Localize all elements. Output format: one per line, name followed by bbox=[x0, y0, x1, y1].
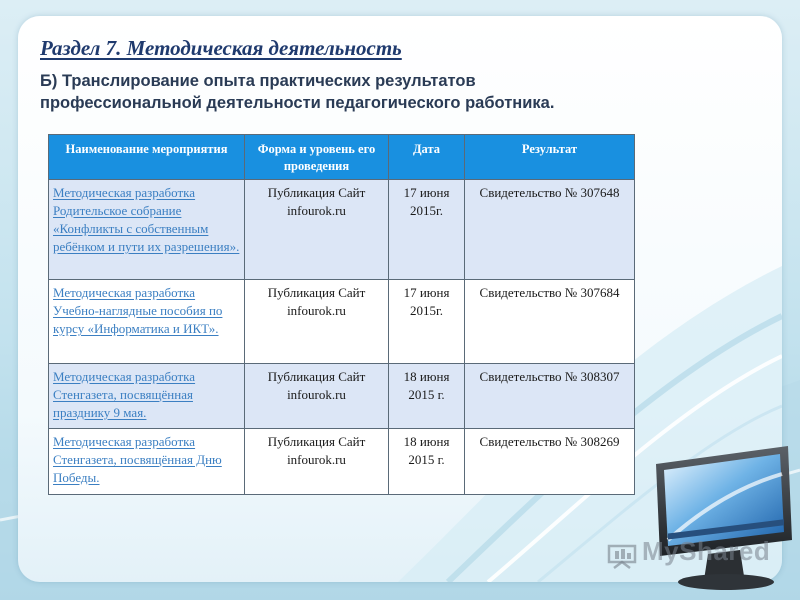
event-link[interactable]: Методическая разработка Стенгазета, посвящённая Дню Победы. bbox=[49, 429, 245, 495]
form-cell: Публикация Сайт infourok.ru bbox=[245, 429, 389, 495]
event-link[interactable]: Методическая разработка Стенгазета, посвящённая празднику 9 мая. bbox=[49, 364, 245, 429]
column-header-date: Дата bbox=[389, 135, 465, 180]
page-title: Раздел 7. Методическая деятельность bbox=[40, 36, 402, 60]
form-cell: Публикация Сайт infourok.ru bbox=[245, 364, 389, 429]
monitor-icon bbox=[648, 444, 794, 594]
activities-table bbox=[48, 134, 635, 495]
date-cell: 18 июня 2015 г. bbox=[389, 364, 465, 429]
table-row bbox=[49, 180, 635, 280]
page-subtitle: Б) Транслирование опыта практических результатов профессиональной деятельности педагогического работника. bbox=[40, 72, 555, 112]
table-row bbox=[49, 429, 635, 495]
table-row bbox=[49, 280, 635, 364]
result-cell: Свидетельство № 307684 bbox=[465, 280, 635, 364]
event-link[interactable]: Методическая разработка Учебно-наглядные пособия по курсу «Информатика и ИКТ». bbox=[49, 280, 245, 364]
form-cell: Публикация Сайт infourok.ru bbox=[245, 280, 389, 364]
result-cell: Свидетельство № 308307 bbox=[465, 364, 635, 429]
date-cell: 17 июня 2015г. bbox=[389, 280, 465, 364]
table-row bbox=[49, 364, 635, 429]
date-cell: 18 июня 2015 г. bbox=[389, 429, 465, 495]
table-header-row bbox=[49, 135, 635, 180]
watermark-icon bbox=[606, 540, 638, 570]
date-cell: 17 июня 2015г. bbox=[389, 180, 465, 280]
column-header-event: Наименование мероприятия bbox=[49, 135, 245, 180]
column-header-result: Результат bbox=[465, 135, 635, 180]
form-cell: Публикация Сайт infourok.ru bbox=[245, 180, 389, 280]
event-link[interactable]: Методическая разработка Родительское собрание «Конфликты с собственным ребёнком и пути их разрешения». bbox=[49, 180, 245, 280]
watermark-text: MyShared bbox=[642, 536, 771, 566]
result-cell: Свидетельство № 308269 bbox=[465, 429, 635, 495]
result-cell: Свидетельство № 307648 bbox=[465, 180, 635, 280]
column-header-form: Форма и уровень его проведения bbox=[245, 135, 389, 180]
